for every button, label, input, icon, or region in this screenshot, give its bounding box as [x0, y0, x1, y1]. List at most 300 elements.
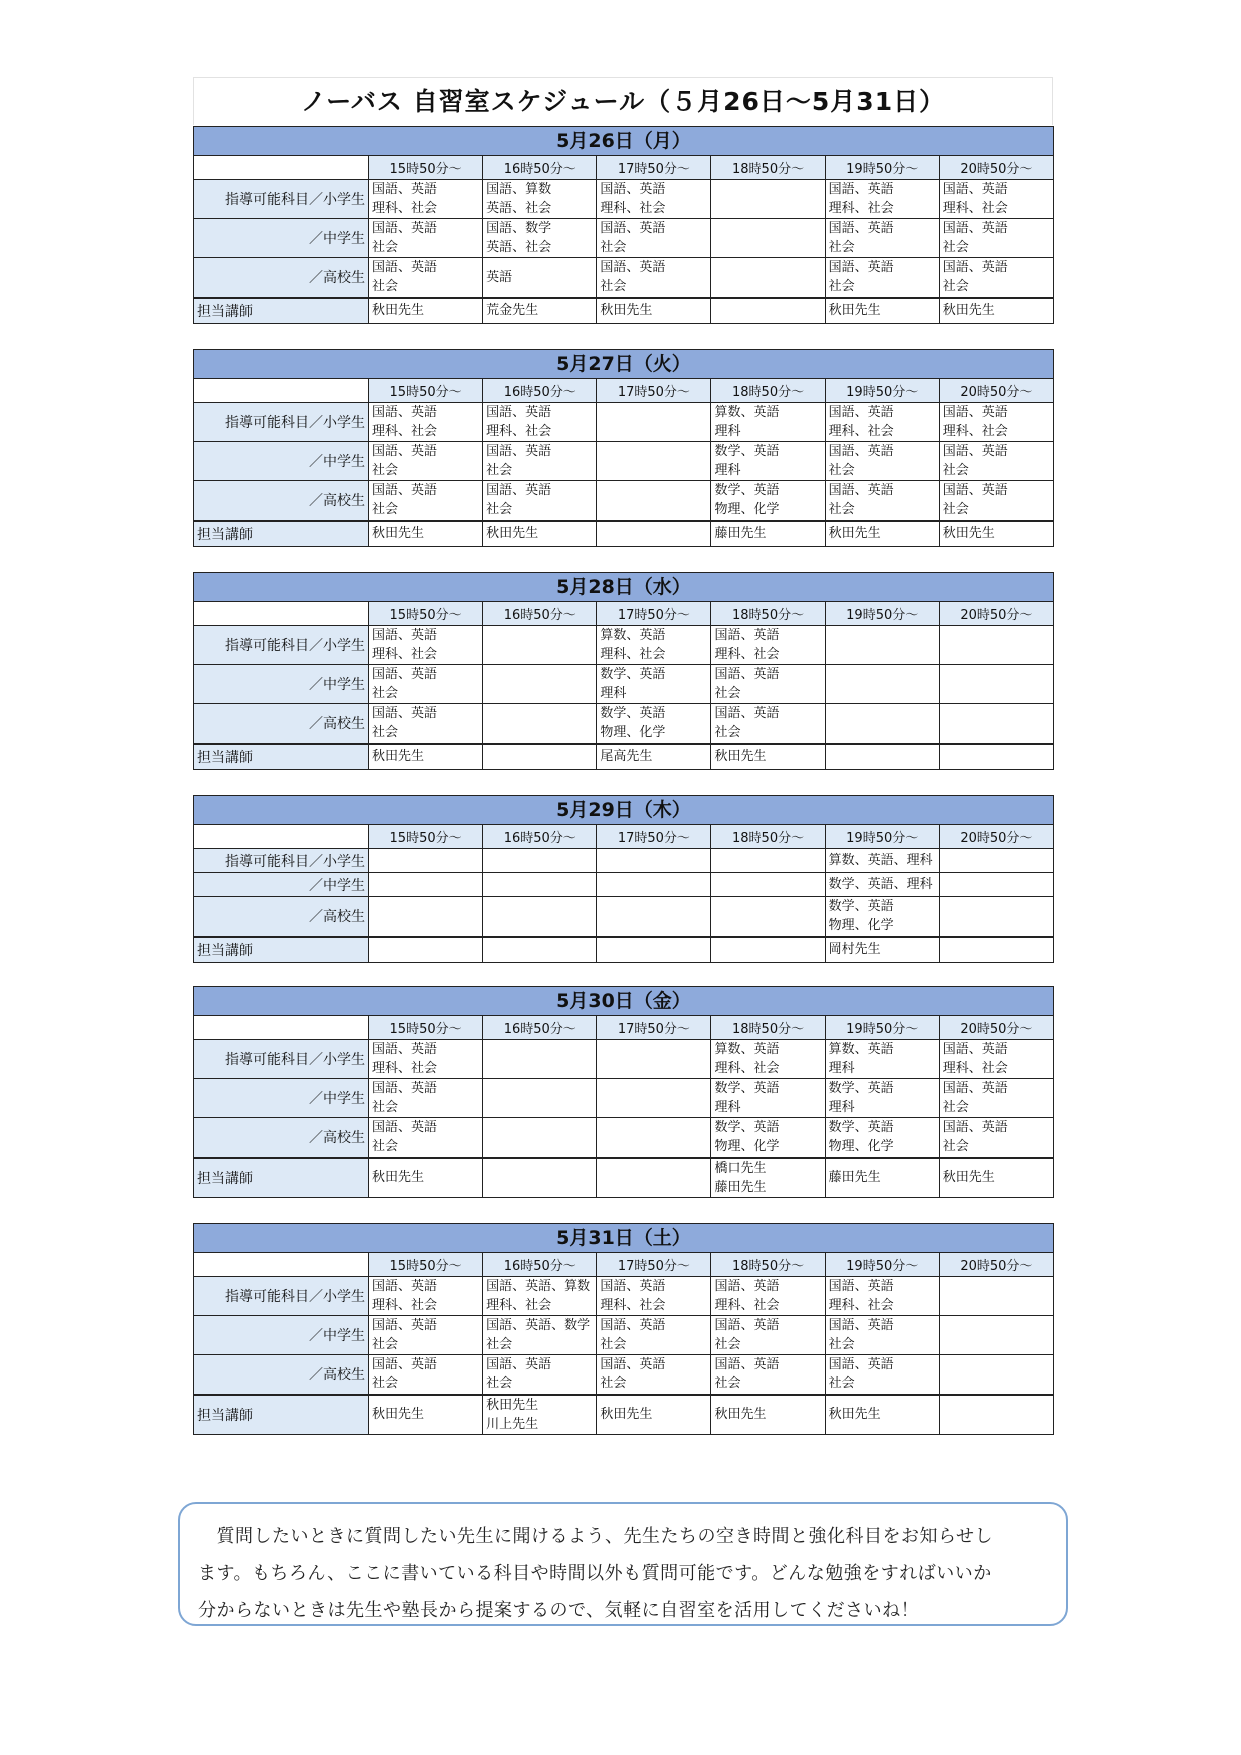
teacher-cell — [483, 937, 597, 963]
teacher-cell — [825, 298, 939, 324]
subject-cell — [939, 1316, 1053, 1355]
subject-cell — [597, 481, 711, 521]
corner-cell — [194, 602, 369, 626]
subject-cell — [711, 1079, 825, 1118]
row-label: ／中学生 — [194, 1079, 369, 1118]
cell-text: 社会 — [372, 279, 399, 295]
cell-text: 社会 — [600, 279, 627, 295]
time-slot-header: 17時50分～ — [597, 379, 711, 403]
subject-cell — [939, 481, 1053, 521]
cell-text: 社会 — [942, 1139, 969, 1155]
subject-cell — [825, 897, 939, 937]
subject-cell — [597, 1316, 711, 1355]
subject-cell — [369, 626, 483, 665]
row-elementary — [194, 180, 1054, 219]
time-slot-header: 19時50分～ — [825, 156, 939, 180]
row-elementary — [194, 849, 1054, 873]
teacher-cell — [711, 1395, 825, 1435]
subject-cell — [939, 1277, 1053, 1316]
cell-text: 数学、英語 — [714, 1120, 780, 1136]
cell-text: 国語、英語 — [942, 483, 1008, 499]
cell-text: 国語、英語、数学 — [486, 1318, 591, 1333]
cell-text: 物理、化学 — [600, 725, 666, 741]
subject-cell — [369, 481, 483, 521]
cell-text: 国語、英語 — [828, 444, 894, 459]
teacher-cell — [597, 937, 711, 963]
row-teacher — [194, 1158, 1054, 1198]
cell-text: 国語、英語 — [600, 221, 666, 236]
time-slot-header: 16時50分～ — [483, 379, 597, 403]
cell-text: 理科 — [828, 1061, 855, 1076]
cell-text: 国語、英語 — [600, 1357, 666, 1373]
cell-text: 国語、英語 — [372, 260, 438, 276]
cell-text: 国語、英語 — [714, 667, 780, 682]
cell-text: 社会 — [486, 463, 513, 478]
time-slot-header: 18時50分～ — [711, 602, 825, 626]
cell-text: 社会 — [828, 463, 855, 478]
row-teacher — [194, 937, 1054, 963]
cell-text: 社会 — [828, 279, 855, 295]
cell-text: 算数、英語 — [828, 1042, 894, 1057]
row-high-school — [194, 704, 1054, 744]
subject-cell — [825, 1277, 939, 1316]
date-header: 5月31日（土） — [194, 1224, 1054, 1253]
subject-cell — [483, 897, 597, 937]
subject-cell — [825, 258, 939, 298]
row-label: ／高校生 — [194, 897, 369, 937]
time-slot-header: 15時50分～ — [369, 379, 483, 403]
subject-cell — [939, 1355, 1053, 1395]
cell-text: 社会 — [714, 686, 741, 701]
cell-text: 国語、英語 — [828, 1318, 894, 1333]
teacher-cell — [597, 1158, 711, 1198]
cell-text: 秋田先生 — [372, 1170, 425, 1186]
subject-cell — [597, 897, 711, 937]
cell-text: 理科、社会 — [714, 1298, 780, 1313]
time-slot-header: 19時50分～ — [825, 602, 939, 626]
teacher-cell — [711, 937, 825, 963]
time-slot-header: 15時50分～ — [369, 156, 483, 180]
cell-text: 国語、英語 — [372, 1042, 438, 1057]
time-slot-header: 18時50分～ — [711, 825, 825, 849]
subject-cell — [369, 442, 483, 481]
cell-text: 国語、英語 — [372, 1081, 438, 1096]
cell-text: 秋田先生 — [600, 303, 653, 319]
time-slot-header: 19時50分～ — [825, 379, 939, 403]
day-schedule — [193, 1223, 1053, 1435]
time-slot-header: 20時50分～ — [939, 1253, 1053, 1277]
subject-cell — [711, 481, 825, 521]
notice-line: 質問したいときに質問したい先生に聞けるよう、先生たちの空き時間と強化科目をお知らせし — [198, 1526, 993, 1547]
row-high-school — [194, 481, 1054, 521]
day-schedule — [193, 126, 1053, 324]
cell-text: 国語、算数 — [486, 182, 552, 197]
subject-cell — [597, 403, 711, 442]
time-slot-header: 15時50分～ — [369, 602, 483, 626]
row-label: 担当講師 — [194, 521, 369, 547]
subject-cell — [597, 442, 711, 481]
cell-text: 国語、英語 — [372, 667, 438, 682]
subject-cell — [597, 258, 711, 298]
notice-box — [178, 1502, 1068, 1626]
teacher-cell — [597, 521, 711, 547]
day-schedule — [193, 986, 1053, 1198]
subject-cell — [369, 258, 483, 298]
cell-text: 秋田先生 — [828, 1407, 881, 1423]
schedule-table — [193, 795, 1054, 963]
teacher-cell — [939, 298, 1053, 324]
cell-text: 秋田先生 — [942, 303, 995, 319]
teacher-cell — [483, 521, 597, 547]
row-label: 指導可能科目／小学生 — [194, 180, 369, 219]
teacher-cell — [939, 1158, 1053, 1198]
subject-cell — [825, 403, 939, 442]
cell-text: 秋田先生 — [372, 526, 425, 542]
subject-cell — [369, 665, 483, 704]
subject-cell — [711, 403, 825, 442]
cell-text: 国語、英語 — [714, 628, 780, 643]
cell-text: 国語、英語 — [714, 706, 780, 722]
cell-text: 社会 — [942, 240, 969, 255]
row-label: ／高校生 — [194, 1118, 369, 1158]
row-junior-high — [194, 1079, 1054, 1118]
subject-cell — [483, 258, 597, 298]
time-slot-header: 18時50分～ — [711, 379, 825, 403]
teacher-cell — [369, 1158, 483, 1198]
cell-text: 社会 — [372, 1376, 399, 1392]
cell-text: 国語、英語 — [486, 444, 552, 459]
time-slot-header: 17時50分～ — [597, 1253, 711, 1277]
cell-text: 物理、化学 — [828, 1139, 894, 1155]
cell-text: 国語、英語 — [372, 1318, 438, 1333]
subject-cell — [939, 626, 1053, 665]
cell-text: 社会 — [828, 1376, 855, 1392]
row-junior-high — [194, 1316, 1054, 1355]
subject-cell — [369, 704, 483, 744]
teacher-cell — [939, 1395, 1053, 1435]
subject-cell — [369, 873, 483, 897]
row-label: 担当講師 — [194, 1158, 369, 1198]
cell-text: 社会 — [828, 502, 855, 518]
cell-text: 物理、化学 — [828, 918, 894, 934]
subject-cell — [825, 1316, 939, 1355]
row-high-school — [194, 1355, 1054, 1395]
subject-cell — [711, 258, 825, 298]
subject-cell — [597, 849, 711, 873]
time-slot-header: 16時50分～ — [483, 1016, 597, 1040]
corner-cell — [194, 379, 369, 403]
cell-text: 理科、社会 — [372, 647, 438, 662]
time-slot-header: 19時50分～ — [825, 1016, 939, 1040]
cell-text: 藤田先生 — [714, 1179, 767, 1195]
cell-text: 社会 — [486, 1337, 513, 1352]
time-slot-header: 16時50分～ — [483, 602, 597, 626]
cell-text: 川上先生 — [486, 1416, 539, 1432]
subject-cell — [825, 180, 939, 219]
row-label: 担当講師 — [194, 1395, 369, 1435]
time-slot-header: 19時50分～ — [825, 825, 939, 849]
date-header: 5月26日（月） — [194, 127, 1054, 156]
subject-cell — [483, 1079, 597, 1118]
row-label: 担当講師 — [194, 937, 369, 963]
cell-text: 社会 — [600, 1376, 627, 1392]
subject-cell — [597, 1355, 711, 1395]
cell-text: 社会 — [714, 725, 741, 741]
subject-cell — [711, 849, 825, 873]
cell-text: 数学、英語 — [828, 1120, 894, 1136]
cell-text: 国語、英語 — [714, 1279, 780, 1294]
cell-text: 国語、英語 — [942, 221, 1008, 236]
subject-cell — [597, 1079, 711, 1118]
cell-text: 算数、英語 — [714, 1042, 780, 1057]
teacher-cell — [369, 521, 483, 547]
cell-text: 荒金先生 — [486, 303, 539, 319]
subject-cell — [597, 180, 711, 219]
date-header: 5月27日（火） — [194, 350, 1054, 379]
cell-text: 理科、社会 — [828, 201, 894, 216]
subject-cell — [939, 1040, 1053, 1079]
time-slot-header: 20時50分～ — [939, 1016, 1053, 1040]
teacher-cell — [597, 298, 711, 324]
row-label: ／中学生 — [194, 665, 369, 704]
subject-cell — [939, 1118, 1053, 1158]
subject-cell — [825, 849, 939, 873]
cell-text: 秋田先生 — [828, 526, 881, 542]
cell-text: 数学、英語 — [600, 706, 666, 722]
row-teacher — [194, 298, 1054, 324]
subject-cell — [597, 219, 711, 258]
time-slot-header: 18時50分～ — [711, 156, 825, 180]
cell-text: 理科、社会 — [372, 1061, 438, 1076]
row-label: 指導可能科目／小学生 — [194, 1040, 369, 1079]
cell-text: 算数、英語 — [714, 405, 780, 420]
time-slot-header: 20時50分～ — [939, 156, 1053, 180]
cell-text: 国語、英語 — [372, 444, 438, 459]
schedule-table — [193, 126, 1054, 324]
teacher-cell — [369, 298, 483, 324]
cell-text: 国語、英語 — [372, 221, 438, 236]
cell-text: 物理、化学 — [714, 1139, 780, 1155]
row-junior-high — [194, 873, 1054, 897]
time-slot-header: 18時50分～ — [711, 1253, 825, 1277]
subject-cell — [711, 1316, 825, 1355]
cell-text: 英語 — [486, 269, 513, 285]
cell-text: 国語、英語 — [714, 1357, 780, 1373]
subject-cell — [369, 403, 483, 442]
time-slot-header: 17時50分～ — [597, 602, 711, 626]
cell-text: 理科 — [714, 463, 741, 478]
corner-cell — [194, 1016, 369, 1040]
subject-cell — [369, 219, 483, 258]
subject-cell — [597, 1040, 711, 1079]
cell-text: 英語、社会 — [486, 240, 552, 255]
cell-text: 社会 — [714, 1337, 741, 1352]
cell-text: 社会 — [486, 502, 513, 518]
subject-cell — [825, 1118, 939, 1158]
day-schedule — [193, 572, 1053, 770]
cell-text: 秋田先生 — [828, 303, 881, 319]
cell-text: 理科、社会 — [486, 1298, 552, 1313]
row-high-school — [194, 1118, 1054, 1158]
time-slot-header: 20時50分～ — [939, 602, 1053, 626]
cell-text: 国語、英語 — [828, 221, 894, 236]
subject-cell — [939, 403, 1053, 442]
row-elementary — [194, 626, 1054, 665]
subject-cell — [939, 219, 1053, 258]
time-slot-header: 17時50分～ — [597, 1016, 711, 1040]
cell-text: 理科、社会 — [372, 1298, 438, 1313]
subject-cell — [939, 873, 1053, 897]
subject-cell — [483, 849, 597, 873]
cell-text: 国語、英語 — [600, 1279, 666, 1294]
schedule-table — [193, 572, 1054, 770]
subject-cell — [825, 219, 939, 258]
subject-cell — [825, 704, 939, 744]
row-label: ／高校生 — [194, 704, 369, 744]
subject-cell — [483, 873, 597, 897]
subject-cell — [711, 665, 825, 704]
page-title: ノーバス 自習室スケジュール（５月26日～5月31日） — [193, 77, 1053, 125]
cell-text: 秋田先生 — [600, 1407, 653, 1423]
cell-text: 理科、社会 — [942, 424, 1008, 439]
subject-cell — [597, 1118, 711, 1158]
cell-text: 秋田先生 — [942, 1170, 995, 1186]
schedule-table — [193, 1223, 1054, 1435]
cell-text: 理科、社会 — [372, 201, 438, 216]
teacher-cell — [369, 937, 483, 963]
date-header: 5月30日（金） — [194, 987, 1054, 1016]
cell-text: 理科、社会 — [600, 1298, 666, 1313]
subject-cell — [483, 704, 597, 744]
subject-cell — [483, 442, 597, 481]
cell-text: 国語、英語 — [372, 1279, 438, 1294]
subject-cell — [711, 1277, 825, 1316]
cell-text: 秋田先生 — [486, 1397, 539, 1413]
subject-cell — [369, 1118, 483, 1158]
teacher-cell — [369, 744, 483, 770]
subject-cell — [825, 873, 939, 897]
subject-cell — [369, 1277, 483, 1316]
subject-cell — [825, 481, 939, 521]
cell-text: 尾高先生 — [600, 749, 653, 765]
subject-cell — [711, 1040, 825, 1079]
cell-text: 国語、英語 — [372, 1120, 438, 1136]
teacher-cell — [483, 1158, 597, 1198]
cell-text: 理科 — [714, 424, 741, 439]
corner-cell — [194, 825, 369, 849]
subject-cell — [939, 704, 1053, 744]
subject-cell — [711, 219, 825, 258]
cell-text: 国語、英語 — [486, 483, 552, 499]
subject-cell — [597, 626, 711, 665]
cell-text: 国語、英語 — [372, 483, 438, 499]
cell-text: 理科、社会 — [372, 424, 438, 439]
cell-text: 国語、英語 — [372, 628, 438, 643]
subject-cell — [369, 1040, 483, 1079]
cell-text: 国語、英語 — [942, 1042, 1008, 1057]
teacher-cell — [597, 1395, 711, 1435]
row-elementary — [194, 1277, 1054, 1316]
row-label: 指導可能科目／小学生 — [194, 849, 369, 873]
cell-text: 国語、英語 — [942, 1120, 1008, 1136]
subject-cell — [597, 704, 711, 744]
subject-cell — [597, 665, 711, 704]
cell-text: 国語、数学 — [486, 221, 552, 236]
cell-text: 国語、英語 — [942, 1081, 1008, 1096]
row-label: ／中学生 — [194, 219, 369, 258]
cell-text: 国語、英語 — [372, 405, 438, 420]
teacher-cell — [483, 1395, 597, 1435]
cell-text: 社会 — [372, 463, 399, 478]
subject-cell — [597, 873, 711, 897]
subject-cell — [711, 704, 825, 744]
cell-text: 数学、英語、理科 — [828, 877, 933, 892]
cell-text: 国語、英語 — [372, 1357, 438, 1373]
schedule-table — [193, 986, 1054, 1198]
row-label: 担当講師 — [194, 744, 369, 770]
row-teacher — [194, 744, 1054, 770]
cell-text: 数学、英語 — [714, 1081, 780, 1096]
subject-cell — [711, 873, 825, 897]
subject-cell — [939, 849, 1053, 873]
cell-text: 社会 — [486, 1376, 513, 1392]
teacher-cell — [369, 1395, 483, 1435]
subject-cell — [939, 1079, 1053, 1118]
teacher-cell — [483, 298, 597, 324]
row-high-school — [194, 258, 1054, 298]
teacher-cell — [711, 521, 825, 547]
day-schedule — [193, 349, 1053, 547]
cell-text: 国語、英語 — [600, 1318, 666, 1333]
cell-text: 算数、英語、理科 — [828, 853, 933, 868]
subject-cell — [939, 897, 1053, 937]
subject-cell — [483, 180, 597, 219]
cell-text: 国語、英語 — [828, 1357, 894, 1373]
cell-text: 理科、社会 — [828, 424, 894, 439]
cell-text: 理科、社会 — [600, 647, 666, 662]
cell-text: 理科 — [828, 1100, 855, 1115]
cell-text: 理科、社会 — [942, 1061, 1008, 1076]
cell-text: 秋田先生 — [372, 303, 425, 319]
cell-text: 社会 — [714, 1376, 741, 1392]
cell-text: 秋田先生 — [372, 1407, 425, 1423]
subject-cell — [825, 626, 939, 665]
subject-cell — [711, 180, 825, 219]
subject-cell — [825, 1355, 939, 1395]
subject-cell — [597, 1277, 711, 1316]
teacher-cell — [825, 937, 939, 963]
subject-cell — [369, 1316, 483, 1355]
cell-text: 社会 — [942, 279, 969, 295]
subject-cell — [369, 849, 483, 873]
cell-text: 国語、英語 — [600, 182, 666, 197]
time-slot-header: 16時50分～ — [483, 156, 597, 180]
cell-text: 国語、英語 — [828, 483, 894, 499]
row-label: ／高校生 — [194, 258, 369, 298]
subject-cell — [939, 442, 1053, 481]
cell-text: 理科、社会 — [714, 1061, 780, 1076]
teacher-cell — [939, 521, 1053, 547]
subject-cell — [825, 1079, 939, 1118]
cell-text: 理科、社会 — [486, 424, 552, 439]
subject-cell — [483, 665, 597, 704]
row-label: ／中学生 — [194, 1316, 369, 1355]
cell-text: 社会 — [372, 240, 399, 255]
teacher-cell — [825, 521, 939, 547]
cell-text: 国語、英語 — [828, 1279, 894, 1294]
row-teacher — [194, 521, 1054, 547]
cell-text: 理科、社会 — [828, 1298, 894, 1313]
